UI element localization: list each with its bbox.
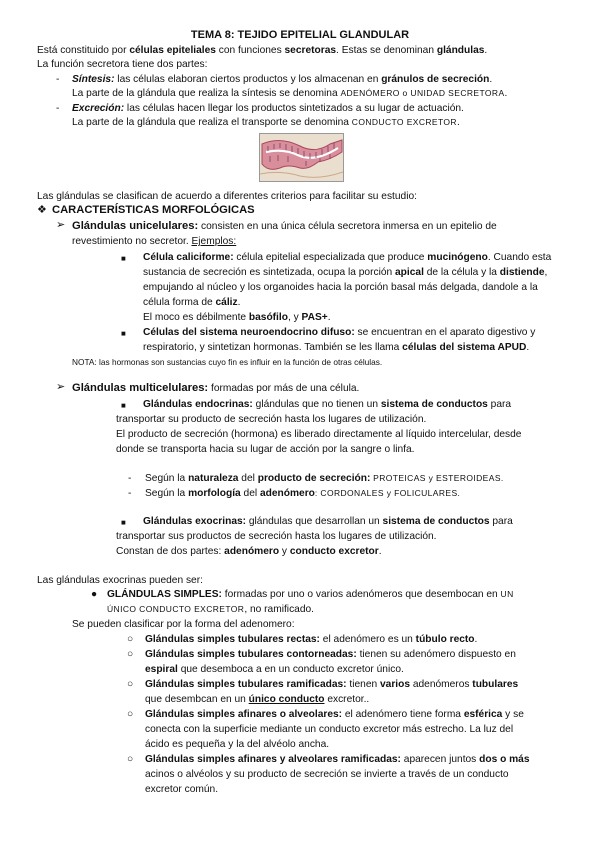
neuroendocrino-line-2: respiratorio, y sintetizan hormonas. También se les llama células del sistema APUD.: [143, 342, 530, 353]
exocrinas-line-3: Constan de dos partes: adenómero y conducto excretor.: [116, 546, 382, 557]
sintesis-sub-line: La parte de la glándula que realiza la síntesis se denomina ADENÓMERO o UNIDAD SECRETORA.: [72, 88, 508, 99]
exocrinas-pueden-ser: Las glándulas exocrinas pueden ser:: [37, 575, 203, 586]
excrecion-sub-line: La parte de la glándula que realiza el transporte se denomina CONDUCTO EXCRETOR.: [72, 117, 460, 128]
simples-line-1: GLÁNDULAS SIMPLES: formadas por uno o varios adenómeros que desembocan en UN: [107, 589, 514, 600]
tubulares-rectas-line: Glándulas simples tubulares rectas: el adenómero es un túbulo recto.: [145, 634, 478, 645]
circle-bullet-icon: ●: [91, 589, 98, 600]
unicelulares-line-2: revestimiento no secretor. Ejemplos:: [72, 236, 237, 247]
caliciforme-line-1: Célula caliciforme: célula epitelial especializada que produce mucinógeno. Cuando esta: [143, 252, 552, 263]
caliciforme-line-2: sustancia de secreción es sintetizada, ocupa la porción apical de la célula y la distiende,: [143, 267, 548, 278]
multicelulares-line: Glándulas multicelulares: formadas por más de una célula.: [72, 382, 360, 394]
intro-parts-line: La función secretora tiene dos partes:: [37, 59, 208, 70]
page-title: TEMA 8: TEJIDO EPITELIAL GLANDULAR: [190, 29, 410, 41]
square-bullet-icon: ■: [121, 401, 126, 410]
classify-line: Las glándulas se clasifican de acuerdo a diferentes criterios para facilitar su estudio:: [37, 191, 417, 202]
caliciforme-line-4: célula forma de cáliz.: [143, 297, 241, 308]
endocrinas-naturaleza: Según la naturaleza del producto de secreción: PROTEICAS y ESTEROIDEAS.: [145, 473, 504, 484]
exocrinas-line-2: transportar sus productos de secreción hasta los lugares de utilización.: [116, 531, 437, 542]
tubulares-contorneadas-line-2: espiral que desemboca a en un conducto excretor único.: [145, 664, 404, 675]
endocrinas-morfologia: Según la morfología del adenómero: CORDONALES y FOLICULARES.: [145, 488, 461, 499]
unicelulares-line: Glándulas unicelulares: consisten en una única célula secretora inmersa en un epitelio de: [72, 220, 497, 232]
hollow-circle-bullet-icon: ○: [127, 649, 134, 660]
neuroendocrino-line-1: Células del sistema neuroendocrino difuso: se encuentran en el aparato digestivo y: [143, 327, 536, 338]
dash-marker: -: [128, 473, 132, 484]
afinares-ramificadas-line-3: excretor común.: [145, 784, 219, 795]
diamond-bullet-icon: ❖: [37, 204, 48, 216]
hollow-circle-bullet-icon: ○: [127, 754, 134, 765]
afinares-ramificadas-line-1: Glándulas simples afinares y alveolares ramificadas: aparecen juntos dos o más: [145, 754, 530, 765]
afinares-ramificadas-line-2: acinos o alvéolos y su producto de secreción se invierte a través de un conducto: [145, 769, 509, 780]
excrecion-line: Excreción: las células hacen llegar los productos sintetizados a su lugar de actuación.: [72, 103, 464, 114]
square-bullet-icon: ■: [121, 254, 126, 263]
tubulares-contorneadas-line-1: Glándulas simples tubulares contorneadas: tienen su adenómero dispuesto en: [145, 649, 516, 660]
sintesis-line: Síntesis: las células elaboran ciertos productos y los almacenan en gránulos de secreción.: [72, 74, 493, 85]
hollow-circle-bullet-icon: ○: [127, 634, 134, 645]
square-bullet-icon: ■: [121, 329, 126, 338]
clasificar-line: Se pueden clasificar por la forma del adenomero:: [72, 619, 295, 630]
gland-micrograph-icon: [259, 133, 344, 182]
endocrinas-line-4: donde se transporta hacia su lugar de acción por la sangre o linfa.: [116, 444, 415, 455]
dash-marker: -: [128, 488, 132, 499]
hollow-circle-bullet-icon: ○: [127, 709, 134, 720]
hollow-circle-bullet-icon: ○: [127, 679, 134, 690]
tubulares-ramificadas-line-1: Glándulas simples tubulares ramificadas: tienen varios adenómeros tubulares: [145, 679, 519, 690]
caliciforme-line-3: empujando al núcleo y los organoides hacia la porción basal más delgada, dandole a la: [143, 282, 538, 293]
exocrinas-line-1: Glándulas exocrinas: glándulas que desarrollan un sistema de conductos para: [143, 516, 513, 527]
afinares-alveolares-line-1: Glándulas simples afinares o alveolares: el adenómero tiene forma esférica y se: [145, 709, 524, 720]
dash-marker: -: [56, 103, 60, 114]
endocrinas-line-2: transportar su producto de secreción hasta los lugares de utilización.: [116, 414, 427, 425]
afinares-alveolares-line-2: conecta con la superficie mediante un conducto excretor más estrecho. La luz del: [145, 724, 514, 735]
intro-paragraph: Está constituido por células epiteliales con funciones secretoras. Estas se denominan glándulas.: [37, 45, 488, 56]
square-bullet-icon: ■: [121, 518, 126, 527]
section-heading-morfologicas: CARACTERÍSTICAS MORFOLÓGICAS: [52, 204, 255, 216]
afinares-alveolares-line-3: ácido es pequeña y la del alvéolo ancha.: [145, 739, 330, 750]
dash-marker: -: [56, 74, 60, 85]
endocrinas-line-1: Glándulas endocrinas: glándulas que no tienen un sistema de conductos para: [143, 399, 512, 410]
simples-line-2: ÚNICO CONDUCTO EXCRETOR, no ramificado.: [107, 604, 314, 615]
arrow-bullet-icon: ➢: [56, 381, 66, 393]
endocrinas-line-3: El producto de secreción (hormona) es liberado directamente al líquido intercelular, desde: [116, 429, 522, 440]
tubulares-ramificadas-line-2: que desembcan en un único conducto excretor..: [145, 694, 370, 705]
nota-hormonas: NOTA: las hormonas son sustancias cuyo fin es influir en la función de otras células.: [72, 357, 383, 367]
arrow-bullet-icon: ➢: [56, 219, 66, 231]
caliciforme-line-5: El moco es débilmente basófilo, y PAS+.: [143, 312, 331, 323]
